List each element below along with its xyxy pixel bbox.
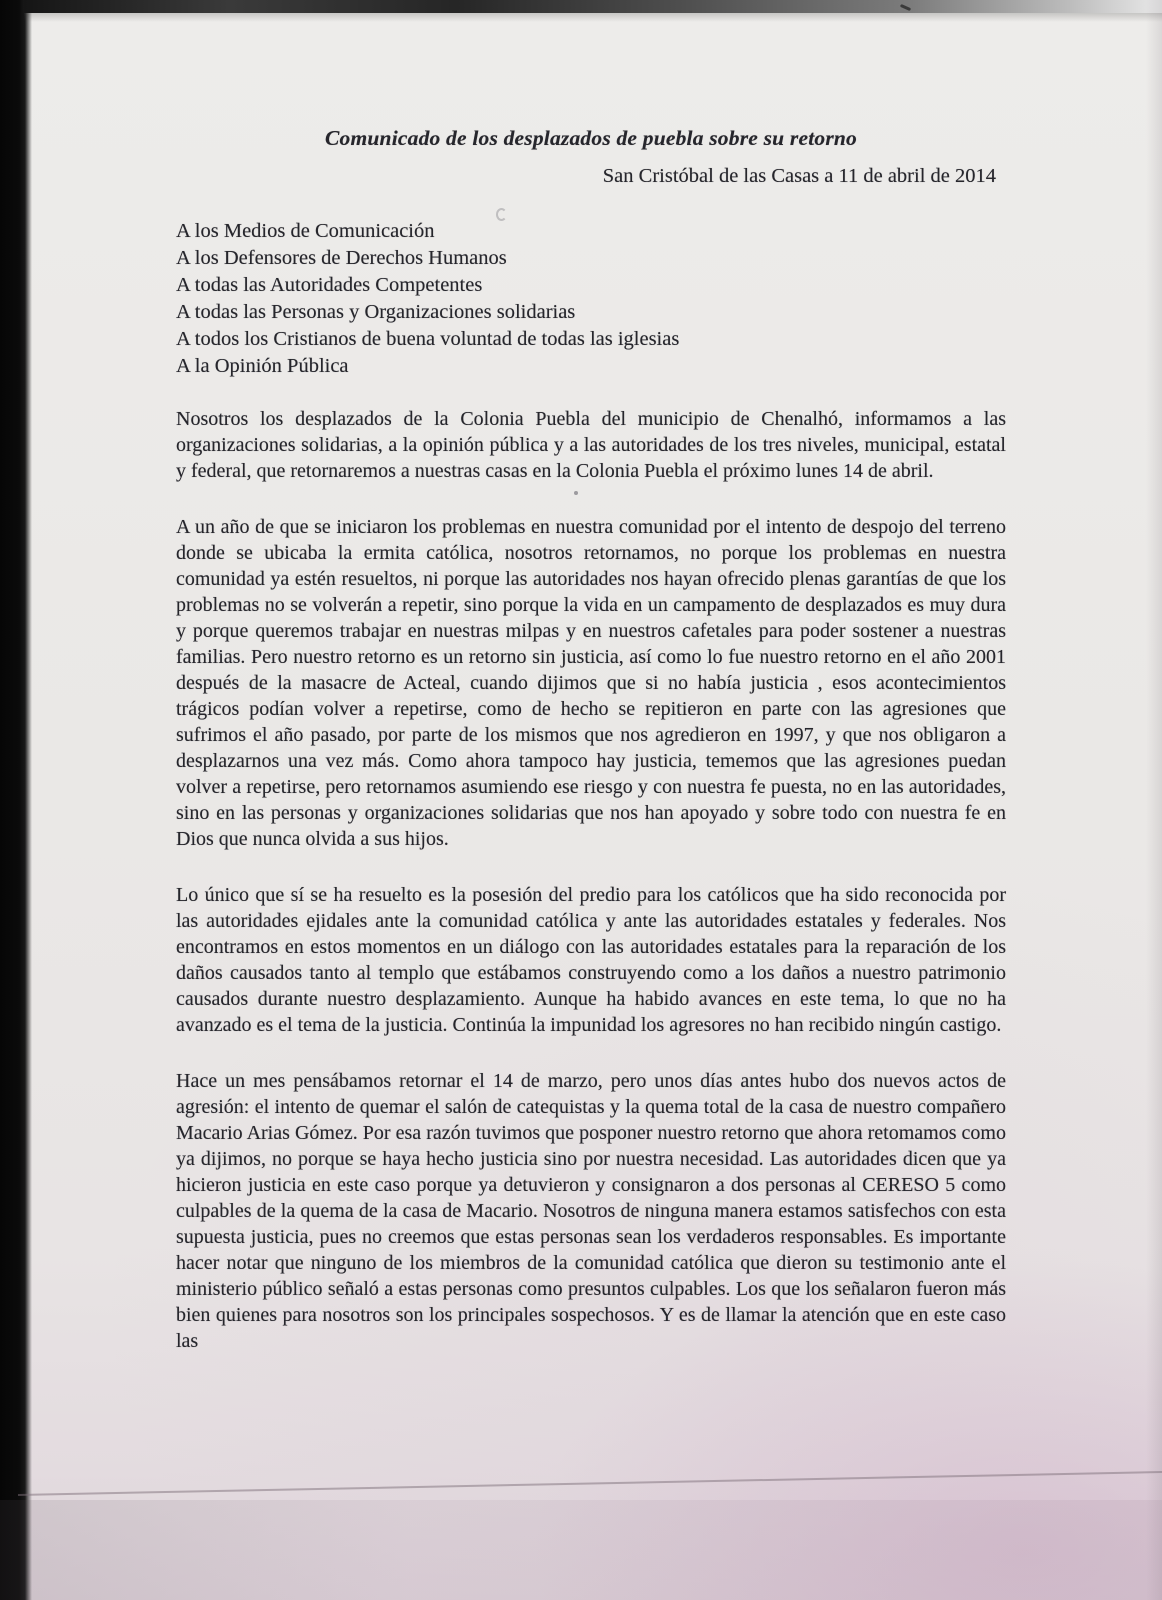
addressee-line: A todos los Cristianos de buena voluntad de todas las iglesias [176,328,680,350]
addressee-line: A los Defensores de Derechos Humanos [176,247,507,269]
letter-paragraph: Nosotros los desplazados de la Colonia Puebla del municipio de Chenalhó, informamos a las organizaciones solidarias, a la opinión pública y a las autoridades de los tres niveles, municipal, estatal y federal, que retornaremos a nuestras casas en la Colonia Puebla el próximo lunes 14 de abril. [176,408,1006,482]
scan-edge-left [0,0,32,1600]
scan-edge-top [24,0,1162,13]
letter-title: Comunicado de los desplazados de puebla sobre su retorno [324,126,858,150]
letter-content [176,126,1006,1384]
scan-edge-right [1146,0,1162,1600]
addressee-line: A los Medios de Comunicación [176,220,435,242]
page-bottom-shadow [0,1500,1162,1600]
addressee-line: A la Opinión Pública [176,355,349,377]
letter-paragraph: Lo único que sí se ha resuelto es la posesión del predio para los católicos que ha sido reconocida por las autoridades ejidales ante la comunidad católica y ante las autoridades estatales y federales. Nos encontramos en estos momentos en un diálogo con las autoridades estatales para la reparación de los daños causados tanto al templo que estábamos construyendo como a los daños a nuestro patrimonio causados durante nuestro desplazamiento. Aunque ha habido avances en este tema, lo que no ha avanzado es el tema de la justicia. Continúa la impunidad los agresores no han recibido ningún castigo. [176,884,1006,1036]
addressee-line: A todas las Personas y Organizaciones solidarias [176,301,576,323]
addressee-list [176,218,1006,380]
letter-paragraph: A un año de que se iniciaron los problemas en nuestra comunidad por el intento de despojo del terreno donde se ubicaba la ermita católica, nosotros retornamos, no porque los problemas en nuestra comunidad ya estén resueltos, ni porque las autoridades nos hayan ofrecido plenas garantías de que los problemas no se volverán a repetir, sino porque la vida en un campamento de desplazados es muy dura y porque queremos trabajar en nuestras milpas y en nuestros cafetales para poder sostener a nuestras familias. Pero nuestro retorno es un retorno sin justicia, así como lo fue nuestro retorno en el año 2001 después de la masacre de Acteal, cuando dijimos que si no había justicia , esos acontecimientos trágicos podían volver a repetirse, como de hecho se repitieron en parte con las agresiones que sufrimos el año pasado, por parte de los mismos que nos agredieron en 1997, y que nos obligaron a desplazarnos una vez más. Como ahora tampoco hay justicia, tememos que las agresiones puedan volver a repetirse, pero retornamos asumiendo ese riesgo y con nuestra fe puesta, no en las autoridades, sino en las personas y organizaciones solidarias que nos han apoyado y sobre todo con nuestra fe en Dios que nunca olvida a sus hijos. [176,516,1006,850]
page-bottom-edge-line [18,1471,1162,1496]
letter-dateline: San Cristóbal de las Casas a 11 de abril de 2014 [602,165,996,187]
addressee-line: A todas las Autoridades Competentes [176,274,483,296]
letter-paragraph: Hace un mes pensábamos retornar el 14 de marzo, pero unos días antes hubo dos nuevos actos de agresión: el intento de quemar el salón de catequistas y la quema total de la casa de nuestro compañero Macario Arias Gómez. Por esa razón tuvimos que posponer nuestro retorno que ahora retomamos como ya dijimos, no porque se haya hecho justicia sino por nuestra necesidad. Las autoridades dicen que ya hicieron justicia en este caso porque ya detuvieron y consignaron a dos personas al CERESO 5 como culpables de la quema de la casa de Macario. Nosotros de ninguna manera estamos satisfechos con esta supuesta justicia, pues no creemos que estas personas sean los verdaderos responsables. Es importante hacer notar que ninguno de los miembros de la comunidad católica que dieron su testimonio ante el ministerio público señaló a estas personas como presuntos culpables. Los que los señalaron fueron más bien quienes para nosotros son los principales sospechosos. Y es de llamar la atención que en este caso las [176,1070,1006,1352]
